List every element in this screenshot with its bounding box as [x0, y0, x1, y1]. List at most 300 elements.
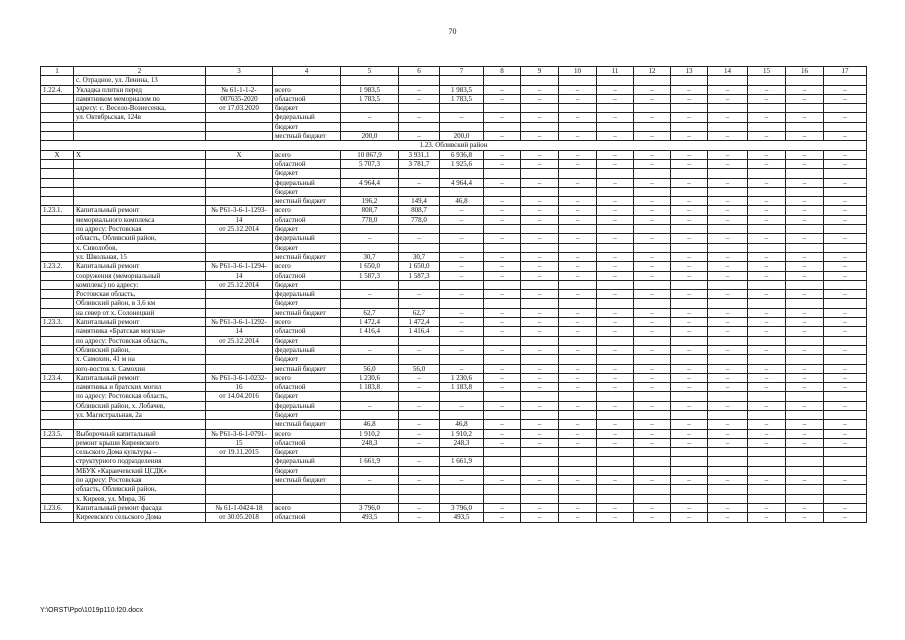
table-cell: [708, 336, 748, 345]
table-cell: –: [521, 373, 559, 382]
table-cell: –: [671, 318, 708, 327]
table-cell: –: [484, 318, 521, 327]
table-cell: [708, 187, 748, 196]
table-cell: –: [634, 318, 671, 327]
table-cell: –: [824, 327, 867, 336]
table-cell: –: [671, 476, 708, 485]
column-number: 1: [41, 67, 74, 76]
column-number: 14: [708, 67, 748, 76]
table-cell: [521, 104, 559, 113]
table-cell: [41, 159, 74, 168]
table-cell: –: [786, 438, 824, 447]
table-cell: бюджет: [273, 355, 341, 364]
table-cell: всего: [273, 206, 341, 215]
column-number: 16: [786, 67, 824, 76]
table-row: [41, 476, 867, 485]
table-cell: –: [634, 234, 671, 243]
table-cell: –: [786, 383, 824, 392]
table-cell: –: [440, 206, 484, 215]
table-cell: местный бюджет: [273, 197, 341, 206]
table-cell: [786, 485, 824, 494]
table-cell: [41, 410, 74, 419]
table-cell: [671, 410, 708, 419]
table-cell: [634, 355, 671, 364]
table-cell: [671, 466, 708, 475]
table-cell: [597, 410, 634, 419]
table-cell: [748, 494, 786, 503]
table-cell: на север от х. Солонецкий: [74, 308, 206, 317]
table-cell: 4 964,4: [440, 178, 484, 187]
table-cell: –: [634, 159, 671, 168]
table-cell: [748, 280, 786, 289]
table-cell: [748, 299, 786, 308]
table-cell: –: [824, 215, 867, 224]
table-cell: [484, 485, 521, 494]
table-cell: 1 661,9: [440, 457, 484, 466]
table-cell: [597, 187, 634, 196]
table-cell: [440, 392, 484, 401]
table-cell: 808,7: [341, 206, 399, 215]
table-cell: [748, 457, 786, 466]
table-cell: 778,0: [399, 215, 440, 224]
table-cell: [41, 383, 74, 392]
table-cell: –: [671, 197, 708, 206]
table-cell: [786, 104, 824, 113]
table-cell: федеральный: [273, 457, 341, 466]
table-cell: –: [399, 383, 440, 392]
table-cell: –: [559, 271, 597, 280]
table-cell: –: [748, 159, 786, 168]
table-cell: 3 796,0: [440, 503, 484, 512]
table-cell: [559, 280, 597, 289]
table-cell: 4 964,4: [341, 178, 399, 187]
table-cell: –: [521, 85, 559, 94]
table-cell: [521, 169, 559, 178]
table-cell: –: [597, 345, 634, 354]
table-cell: 149,4: [399, 197, 440, 206]
table-cell: [440, 104, 484, 113]
table-cell: –: [634, 262, 671, 271]
table-cell: [399, 485, 440, 494]
table-cell: ул. Магистральная, 2а: [74, 410, 206, 419]
table-cell: [74, 197, 206, 206]
table-cell: –: [559, 178, 597, 187]
table-cell: адресу: с. Весело-Вознесенка,: [74, 104, 206, 113]
column-number: 13: [671, 67, 708, 76]
table-cell: федеральный: [273, 178, 341, 187]
table-cell: [786, 187, 824, 196]
table-cell: бюджет: [273, 243, 341, 252]
table-cell: –: [341, 113, 399, 122]
table-cell: [206, 364, 273, 373]
table-cell: 1.23.6.: [41, 503, 74, 512]
table-cell: с. Отрадное, ул. Ленина, 13: [74, 76, 206, 85]
table-cell: –: [521, 503, 559, 512]
table-cell: –: [748, 429, 786, 438]
table-cell: № Р61-3-6-1-1294-: [206, 262, 273, 271]
table-cell: [559, 392, 597, 401]
table-cell: –: [521, 438, 559, 447]
table-row: [41, 383, 867, 392]
table-cell: [399, 336, 440, 345]
table-cell: 1 983,5: [440, 85, 484, 94]
table-cell: –: [671, 383, 708, 392]
table-cell: –: [521, 420, 559, 429]
table-cell: [748, 410, 786, 419]
table-cell: № Р61-3-6-1-0232-: [206, 373, 273, 382]
table-cell: –: [597, 513, 634, 522]
table-cell: –: [634, 401, 671, 410]
table-cell: областной: [273, 94, 341, 103]
table-cell: область, Обливский район,: [74, 485, 206, 494]
table-cell: [399, 169, 440, 178]
table-cell: [206, 308, 273, 317]
table-cell: [41, 401, 74, 410]
table-cell: [341, 280, 399, 289]
table-cell: 1 472,4: [399, 318, 440, 327]
table-cell: –: [786, 503, 824, 512]
table-cell: –: [786, 252, 824, 261]
table-cell: –: [748, 252, 786, 261]
table-cell: [41, 420, 74, 429]
table-cell: областной: [273, 159, 341, 168]
table-cell: [206, 299, 273, 308]
table-cell: –: [521, 401, 559, 410]
table-cell: бюджет: [273, 280, 341, 289]
table-cell: –: [521, 132, 559, 141]
table-cell: –: [748, 420, 786, 429]
table-cell: [521, 336, 559, 345]
table-cell: [634, 187, 671, 196]
table-cell: 14: [206, 215, 273, 224]
table-cell: [440, 448, 484, 457]
table-cell: [597, 457, 634, 466]
table-cell: [399, 466, 440, 475]
table-cell: [341, 122, 399, 131]
table-cell: [484, 243, 521, 252]
table-cell: 15: [206, 438, 273, 447]
table-cell: [786, 392, 824, 401]
table-cell: –: [521, 271, 559, 280]
table-cell: –: [824, 420, 867, 429]
table-cell: –: [399, 513, 440, 522]
table-row: [41, 215, 867, 224]
table-cell: [671, 243, 708, 252]
table-cell: –: [748, 290, 786, 299]
table-cell: [206, 234, 273, 243]
table-cell: [559, 104, 597, 113]
table-cell: [399, 448, 440, 457]
table-cell: –: [484, 438, 521, 447]
table-cell: [440, 466, 484, 475]
table-cell: –: [597, 132, 634, 141]
table-cell: –: [484, 132, 521, 141]
table-cell: –: [671, 262, 708, 271]
table-cell: –: [708, 476, 748, 485]
table-cell: –: [786, 513, 824, 522]
table-cell: X: [74, 150, 206, 159]
table-cell: –: [708, 271, 748, 280]
table-cell: –: [559, 85, 597, 94]
table-cell: от 30.05.2018: [206, 513, 273, 522]
table-cell: 1 587,3: [341, 271, 399, 280]
table-cell: [824, 392, 867, 401]
table-cell: –: [748, 85, 786, 94]
table-cell: [559, 494, 597, 503]
table-cell: [597, 392, 634, 401]
table-cell: Ростовская область,: [74, 290, 206, 299]
table-cell: [206, 243, 273, 252]
table-cell: [597, 104, 634, 113]
table-cell: –: [748, 197, 786, 206]
table-cell: –: [521, 94, 559, 103]
table-cell: [634, 280, 671, 289]
table-cell: по адресу: Ростовская область,: [74, 392, 206, 401]
table-cell: [824, 457, 867, 466]
column-number: 12: [634, 67, 671, 76]
table-cell: [786, 448, 824, 457]
table-cell: [41, 169, 74, 178]
table-cell: –: [748, 438, 786, 447]
table-cell: –: [708, 234, 748, 243]
table-cell: –: [634, 197, 671, 206]
table-cell: [341, 355, 399, 364]
table-cell: [440, 243, 484, 252]
table-cell: [708, 466, 748, 475]
table-cell: 778,0: [341, 215, 399, 224]
table-cell: –: [786, 318, 824, 327]
table-cell: [41, 494, 74, 503]
table-cell: [824, 280, 867, 289]
table-cell: –: [484, 215, 521, 224]
table-cell: –: [559, 94, 597, 103]
table-cell: –: [484, 513, 521, 522]
table-cell: [671, 494, 708, 503]
table-cell: бюджет: [273, 122, 341, 131]
column-number-row: [41, 67, 867, 76]
table-cell: –: [824, 345, 867, 354]
table-cell: федеральный: [273, 113, 341, 122]
column-number: 17: [824, 67, 867, 76]
table-cell: –: [748, 383, 786, 392]
table-cell: [671, 336, 708, 345]
table-cell: –: [634, 308, 671, 317]
table-cell: памятником мемориалом по: [74, 94, 206, 103]
table-cell: –: [597, 178, 634, 187]
table-cell: –: [671, 308, 708, 317]
table-cell: [559, 76, 597, 85]
table-cell: –: [634, 364, 671, 373]
table-cell: –: [521, 252, 559, 261]
table-cell: [521, 122, 559, 131]
table-cell: –: [559, 113, 597, 122]
table-cell: областной: [273, 383, 341, 392]
table-cell: [41, 225, 74, 234]
table-cell: областной: [273, 215, 341, 224]
table-cell: [634, 299, 671, 308]
table-cell: –: [824, 513, 867, 522]
table-cell: [41, 94, 74, 103]
table-cell: 1 910,2: [440, 429, 484, 438]
table-cell: [708, 494, 748, 503]
table-cell: –: [484, 262, 521, 271]
table-cell: –: [484, 327, 521, 336]
table-row: [41, 392, 867, 401]
table-cell: –: [824, 476, 867, 485]
table-cell: Капитальный ремонт: [74, 373, 206, 382]
table-cell: бюджет: [273, 410, 341, 419]
table-cell: 1.23.4.: [41, 373, 74, 382]
table-cell: 10 867,9: [341, 150, 399, 159]
table-cell: 1.23.5.: [41, 429, 74, 438]
table-cell: –: [559, 159, 597, 168]
table-cell: [206, 345, 273, 354]
table-row: [41, 457, 867, 466]
table-cell: –: [597, 85, 634, 94]
table-cell: местный бюджет: [273, 132, 341, 141]
table-cell: –: [786, 290, 824, 299]
table-cell: –: [521, 383, 559, 392]
table-cell: –: [786, 364, 824, 373]
table-cell: [440, 225, 484, 234]
table-cell: –: [634, 373, 671, 382]
table-cell: [41, 271, 74, 280]
table-cell: –: [440, 401, 484, 410]
table-cell: –: [824, 364, 867, 373]
table-cell: –: [708, 429, 748, 438]
table-row: [41, 345, 867, 354]
table-cell: –: [440, 345, 484, 354]
table-cell: –: [748, 327, 786, 336]
table-cell: [440, 485, 484, 494]
table-cell: 248,3: [341, 438, 399, 447]
table-cell: –: [786, 476, 824, 485]
table-cell: –: [559, 132, 597, 141]
table-cell: [206, 355, 273, 364]
table-cell: [341, 448, 399, 457]
table-cell: –: [824, 178, 867, 187]
table-cell: [708, 448, 748, 457]
table-cell: местный бюджет: [273, 420, 341, 429]
table-cell: –: [521, 159, 559, 168]
table-cell: –: [708, 150, 748, 159]
table-cell: [41, 308, 74, 317]
table-cell: [206, 401, 273, 410]
table-cell: –: [671, 252, 708, 261]
table-cell: [597, 225, 634, 234]
table-cell: –: [521, 513, 559, 522]
table-row: [41, 336, 867, 345]
column-number: 2: [74, 67, 206, 76]
table-cell: –: [559, 373, 597, 382]
table-cell: [341, 485, 399, 494]
table-cell: –: [440, 271, 484, 280]
table-cell: –: [484, 271, 521, 280]
table-row: [41, 290, 867, 299]
table-cell: –: [399, 476, 440, 485]
column-number: 4: [273, 67, 341, 76]
table-cell: –: [521, 308, 559, 317]
table-cell: –: [559, 383, 597, 392]
table-cell: –: [824, 94, 867, 103]
table-cell: 30,7: [341, 252, 399, 261]
table-cell: [341, 76, 399, 85]
table-cell: всего: [273, 318, 341, 327]
table-cell: –: [484, 159, 521, 168]
table-cell: федеральный: [273, 234, 341, 243]
table-cell: [824, 76, 867, 85]
financing-table: [40, 66, 867, 523]
table-cell: местный бюджет: [273, 308, 341, 317]
table-cell: [521, 466, 559, 475]
table-cell: [708, 280, 748, 289]
table-cell: –: [824, 318, 867, 327]
table-cell: [786, 280, 824, 289]
table-row: [41, 494, 867, 503]
table-cell: Обливский район,: [74, 345, 206, 354]
table-cell: [671, 187, 708, 196]
table-cell: [634, 243, 671, 252]
table-cell: –: [708, 438, 748, 447]
table-cell: [74, 178, 206, 187]
column-number: 6: [399, 67, 440, 76]
table-cell: [206, 290, 273, 299]
table-cell: [824, 448, 867, 457]
table-cell: –: [559, 364, 597, 373]
table-row: [41, 76, 867, 85]
table-cell: –: [521, 113, 559, 122]
table-row: [41, 271, 867, 280]
table-cell: –: [708, 178, 748, 187]
table-cell: [206, 76, 273, 85]
table-cell: –: [748, 476, 786, 485]
table-cell: от 19.11.2015: [206, 448, 273, 457]
table-cell: 200,0: [440, 132, 484, 141]
table-cell: –: [521, 206, 559, 215]
table-cell: –: [399, 234, 440, 243]
table-cell: –: [484, 150, 521, 159]
table-cell: –: [597, 215, 634, 224]
table-cell: [41, 280, 74, 289]
table-cell: –: [597, 420, 634, 429]
table-row: [41, 466, 867, 475]
table-cell: бюджет: [273, 466, 341, 475]
table-cell: 16: [206, 383, 273, 392]
table-cell: [748, 76, 786, 85]
table-row: [41, 410, 867, 419]
section-row: [41, 141, 867, 150]
table-row: [41, 280, 867, 289]
table-cell: –: [484, 476, 521, 485]
table-cell: ремонт крыши Киреевского: [74, 438, 206, 447]
table-cell: –: [597, 401, 634, 410]
table-cell: –: [559, 327, 597, 336]
table-cell: –: [824, 438, 867, 447]
table-cell: [41, 76, 74, 85]
table-cell: [671, 122, 708, 131]
table-cell: [521, 410, 559, 419]
table-row: [41, 159, 867, 168]
table-cell: [41, 290, 74, 299]
table-row: [41, 448, 867, 457]
table-cell: [399, 280, 440, 289]
table-row: [41, 94, 867, 103]
table-cell: [708, 392, 748, 401]
table-row: [41, 503, 867, 512]
table-cell: [786, 336, 824, 345]
table-row: [41, 225, 867, 234]
table-cell: 3 796,0: [341, 503, 399, 512]
